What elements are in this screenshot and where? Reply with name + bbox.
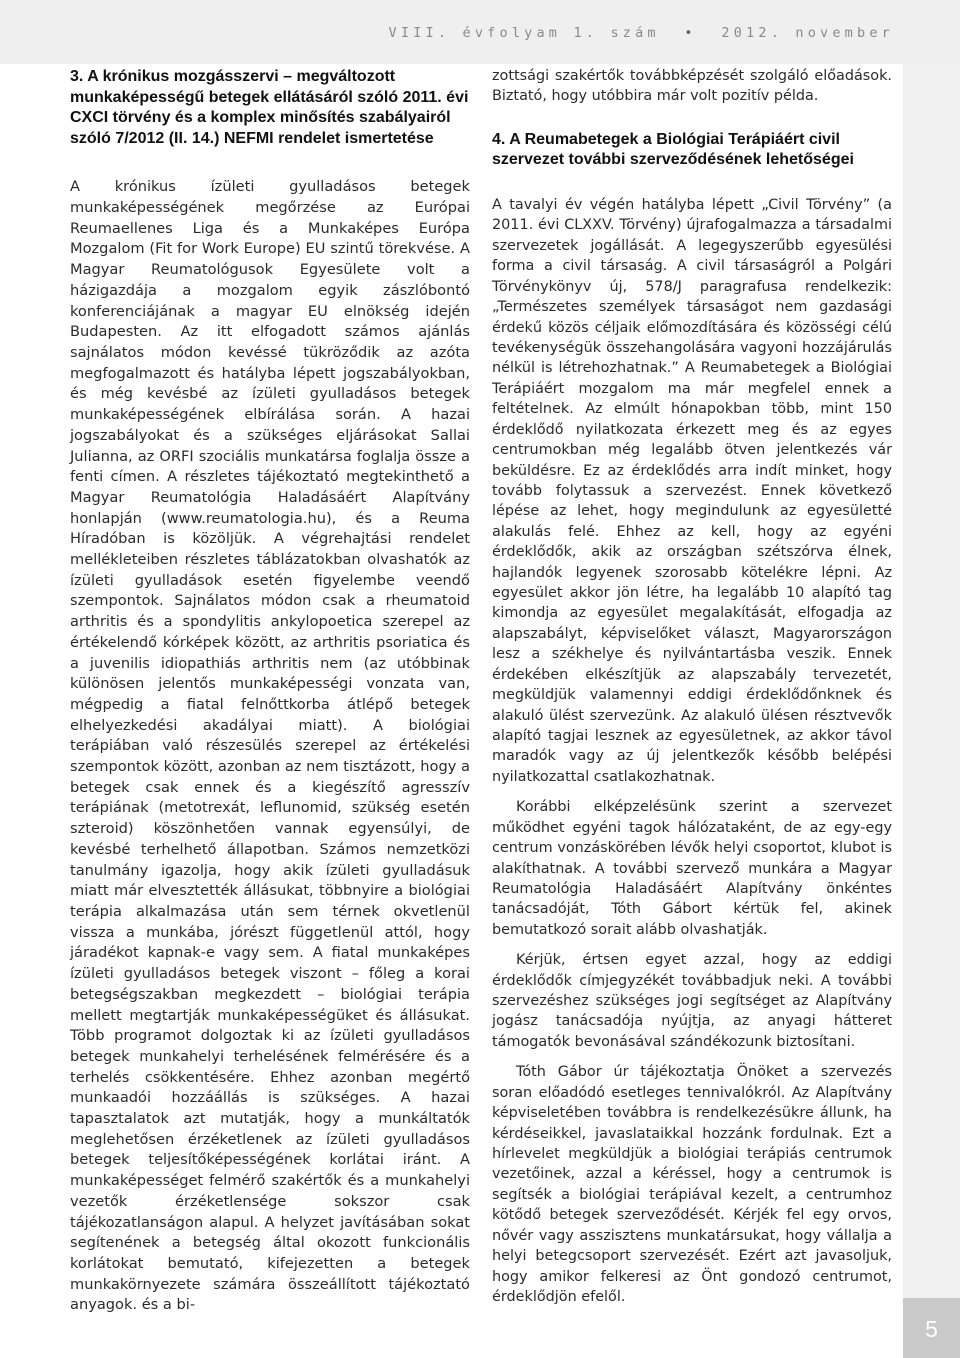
left-column	[70, 66, 470, 1316]
side-band	[903, 64, 960, 1358]
section-3-heading: 3. A krónikus mozgásszervi – megváltozott munkaképességű betegek ellátásáról szóló 2011. évi CXCI törvény és a komplex minősítés szabályairól szóló 7/2012 (II. 14.) NEFMI rendelet ismertetése	[70, 68, 469, 147]
issue-volume: VIII. évfolyam 1. szám	[388, 25, 660, 41]
page-number: 5	[925, 1316, 938, 1342]
section-4-paragraph-3: Kérjük, értsen egyet azzal, hogy az eddigi érdeklődők címjegyzékét továbbadjuk neki. A további szervezéshez szükséges jogi segítséget az Alapítvány jogász tanácsadója nyújtja, az anyagi hátteret támogatók bevonásával szándékozunk biztosítani.	[492, 952, 892, 1050]
separator-dot: •	[684, 25, 697, 41]
section-4-paragraph-1: A tavalyi év végén hatályba lépett „Civil Törvény” (a 2011. évi CLXXV. Törvény) újrafogalmazza a társadalmi szervezetek jogállását. A legegyszerűbb egyesülési forma a civil társaság. A civil társaságról a Polgári Törvénykönyv új, 578/J paragrafusa rendelkezik: „Természetes személyek társaságot nem gazdasági érdekű közös céljaik előmozdítására és közösségi célú tevékenységük összehangolására vagyoni hozzájárulás nélkül is létrehozhatnak.” A Reumabetegek a Biológiai Terápiáért mozgalom ma már megfelel ennek a feltételnek. Az elmúlt hónapokban több, mint 150 érdeklődő nyilatkozata érkezett meg és az egyes centrumokban még legalább ötven jelentkezés vár beküldésre. Ez az érdeklődés arra indít minket, hogy tovább folytassuk a szervezést. Ennek következő lépése az lehet, hogy megindulunk az egyesületté alakulás felé. Ehhez az kell, hogy az egyéni érdeklődők, akik az országban szétszórva élnek, hajlandók legyenek szorosabb kötelékre lépni. Az egyesület akkor jön létre, ha legalább 10 alapító tag kimondja az egyesület megalakítását, elfogadja az alapszabályt, képviselőket választ, Magyarországon lesz a székhelye és nyilvántartásba veszik. Ennek érdekében elkészítjük az alapszabály tervezetét, megküldjük valamennyi eddigi érdeklődőnknek és alakuló ülést szervezünk. Az alakuló ülésen résztvevők alapító tagjai lesznek az egyesületnek, az akkor távol maradók vagy az új jelentkezők később belépési nyilatkozattal csatlakozhatnak.	[492, 197, 892, 785]
page-number-box	[903, 1298, 960, 1358]
section-4-paragraph-2: Korábbi elképzelésünk szerint a szervezet működhet egyéni tagok hálózataként, de az egy-egy centrum vonzáskörében lévők helyi csoportot, klubot is alakíthatnak. A további szervező munkára a Magyar Reumatológia Haladásáért Alapítvány önkéntes tanácsadóját, Tóth Gábort kértük fel, akinek bemutatkozó sorait alább olvashatják.	[492, 799, 892, 938]
section-4-heading: 4. A Reumabetegek a Biológiai Terápiáért civil szervezet további szerveződésének lehetőségei	[492, 130, 854, 169]
right-column	[492, 66, 892, 1307]
issue-date: 2012. november	[721, 25, 894, 41]
section-3-body: A krónikus ízületi gyulladásos betegek munkaképességének megőrzése az Európai Reumaellenes Liga és a Munkaképes Európa Mozgalom (Fit for Work Europe) EU szintű törekvése. A Magyar Reumatológusok Egyesülete volt a házigazdája a mozgalom egyik zászlóbontó konferenciájának a magyar EU elnökség idején Budapesten. Az itt elfogadott számos ajánlás sajnálatos módon kevéssé tükröződik az azóta megfogalmazott és hatályba lépett jogszabályokban, és még kevésbé az ízületi gyulladásos betegek munkaképességének elbírálása során. A hazai jogszabályokat és a szükséges eljárásokat Sallai Julianna, az ORFI szociális munkatársa foglalja össze a fenti címen. A részletes tájékoztató megtekinthető a Magyar Reumatológia Haladásáért Alapítvány honlapján (www.reumatologia.hu), és a Reuma Híradóban is közöljük. A végrehajtási rendelet mellékleteiben részletes táblázatokban olvashatók az ízületi gyulladások esetén figyelembe veendő szempontok. Sajnálatos módon csak a rheumatoid arthritis és a spondylitis ankylopoetica szerepel az értékelendő kórképek között, az arthritis psoriatica és a juvenilis idiopathiás arthritis nem (az utóbbinak különösen jelentős munkaképességi vonzata van, mégpedig a fiatal felnőttkorba átlépő betegek elhelyezkedési akadályai miatt). A biológiai terápiában való részesülés szerepel az értékelési szempontok között, azonban az nem tisztázott, hogy a betegek csak ennek és a kiegészítő agresszív terápiának (metotrexát, leflunomid, szükség esetén szteroid) köszönhetően vannak egyensúlyi, de kevésbé terhelhető állapotban. Számos nemzetközi tanulmány igazolja, hogy akik ízületi gyulladásuk miatt már elvesztették állásukat, többnyire a biológiai terápia alkalmazása után sem térnek okvetlenül vissza a munkába, jórészt függetlenül attól, hogy járadékot kapnak-e vagy sem. A fiatal munkaképes ízületi gyulladásos betegek viszont – főleg a korai betegségszakban megkezdett – biológiai terápia mellett megtartják munkaképességüket és állásukat. Több programot dolgoztak ki az ízületi gyulladásos betegek munkahelyi terhelésének felmérésére és a terhelés csökkentésére. Ehhez azonban megértő munkaadói hozzáállás is szükséges. A hazai tapasztalatok azt mutatják, hogy a munkáltatók meglehetősen érzéketlenek az ízületi gyulladásos betegek teljesítőképességének korlátai iránt. A munkaképességet felmérő szakértők és a munkahelyi vezetők érzéketlensége sokszor csak tájékozatlanságon alapul. A helyzet javításában sokat segítenének a betegség által okozott funkcionális korlátokat bemutató, kifejezetten a betegek munkakörnyezete számára összeállított tájékoztató anyagok. és a bi-	[70, 178, 470, 1314]
issue-info	[389, 25, 894, 41]
continued-text: zottsági szakértők továbbképzését szolgáló előadások. Biztató, hogy utóbbira már volt pozitív példa.	[492, 68, 892, 105]
header-band	[0, 0, 960, 64]
section-4-paragraph-4: Tóth Gábor úr tájékoztatja Önöket a szervezés soran előadódó esetleges tennivalókról. Az Alapítvány képviseletében továbbra is rendelkezésükre állunk, ha kérdéseikkel, javaslataikkal hozzánk fordulnak. Ezt a hírlevelet megküldjük a biológiai terápiás centrumok vezetőinek, azzal a kéréssel, hogy a centrumok is segítsék a biológiai terápiával kezelt, a centrumhoz kötődő betegek szerveződését. Kérjék fel egy orvos, nővér vagy asszisztens munkatársukat, hogy vállalja a helyi betegcsoport szervezését. Ezért azt javasoljuk, hogy amikor felkeresi az Önt gondozó centrumot, érdeklődjön efelől.	[492, 1064, 892, 1305]
